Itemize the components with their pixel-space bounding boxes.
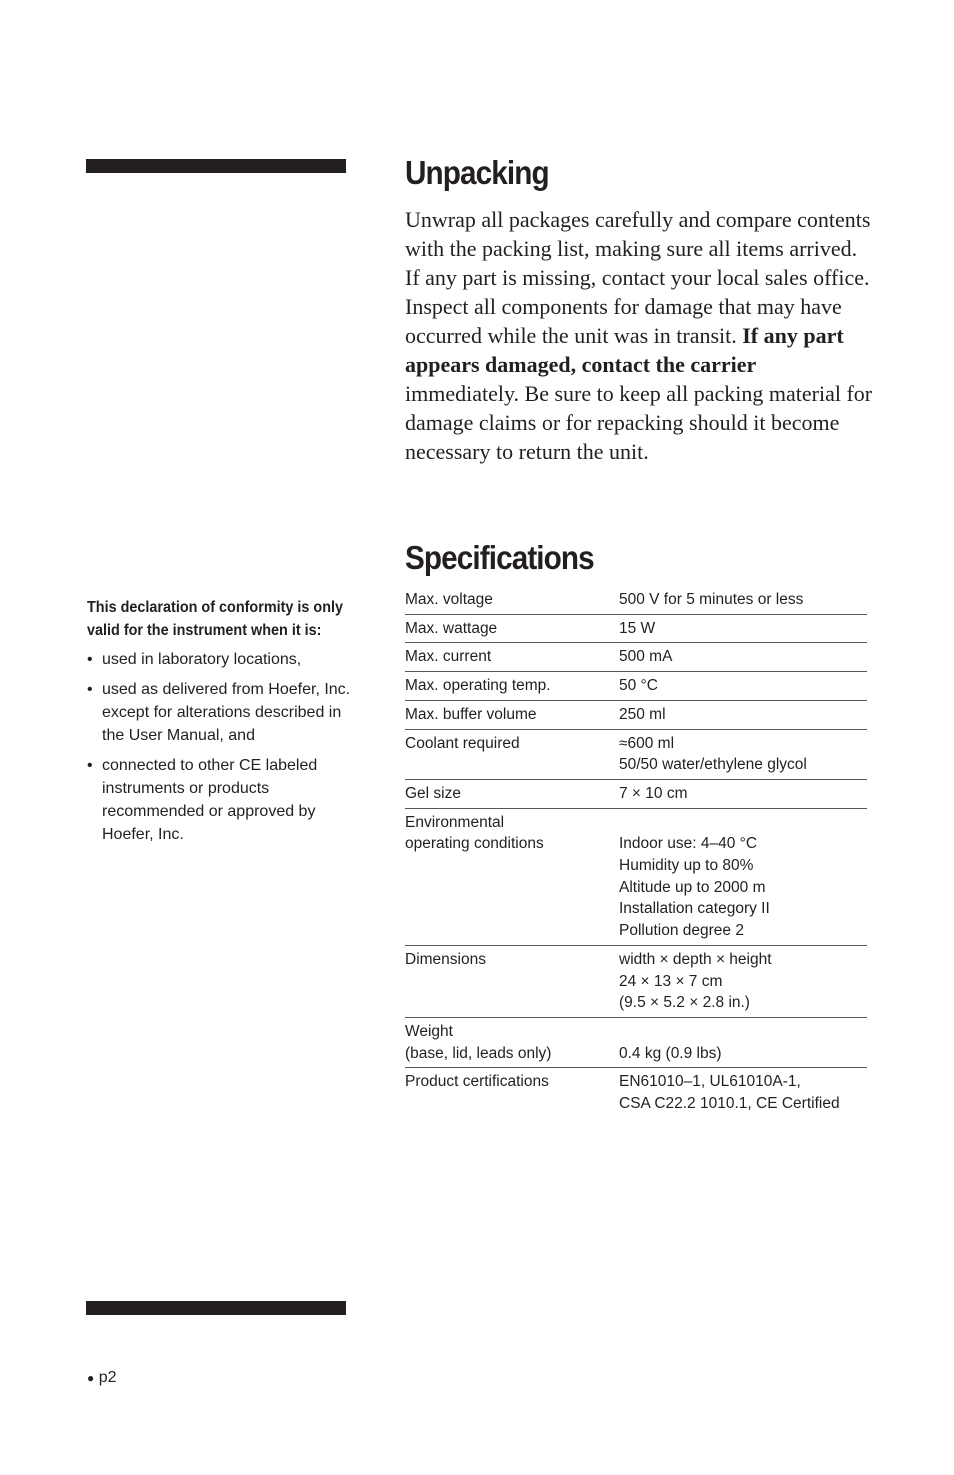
spec-value-cell (619, 614, 867, 643)
spec-label-cell (405, 808, 619, 945)
spec-label: Environmental (405, 813, 505, 831)
spec-value: 500 V for 5 minutes or less (619, 591, 804, 608)
unpacking-text-outro: immediately. Be sure to keep all packing material for damage claims or for repacking should it become necessary to return the unit. (405, 381, 873, 464)
spec-label: Max. operating temp. (405, 677, 551, 695)
spec-label-cell (405, 779, 619, 808)
bullet-icon: • (87, 681, 93, 698)
spec-label: Dimensions (405, 950, 486, 968)
spec-value-cell (619, 779, 867, 808)
declaration-item-text: used in laboratory locations, (102, 651, 302, 668)
spec-label: Max. current (405, 648, 492, 666)
page-marker-icon: ● (87, 1371, 95, 1385)
spec-label-cell (405, 643, 619, 672)
spec-value: 0.4 kg (0.9 lbs) (619, 1044, 722, 1062)
spec-label: Coolant required (405, 734, 520, 752)
declaration-title: This declaration of conformity is only valid for the instrument when it is: (87, 599, 344, 639)
spec-label-cell (405, 589, 619, 614)
spec-value: 50 °C (619, 677, 658, 695)
spec-label-cell (405, 614, 619, 643)
specifications-table-body (405, 589, 867, 1118)
spec-label: Max. buffer volume (405, 705, 537, 723)
spec-value: 24 × 13 × 7 cm (619, 972, 723, 990)
specifications-table (405, 589, 867, 1118)
spec-value: 250 ml (619, 705, 666, 723)
spec-label: Weight (405, 1022, 453, 1040)
spec-value: CSA C22.2 1010.1, CE Certified (619, 1095, 840, 1113)
spec-value: Pollution degree 2 (619, 922, 744, 940)
spec-value-cell (619, 1017, 867, 1067)
bullet-icon: • (87, 651, 93, 668)
declaration-list (87, 648, 352, 846)
declaration-item (87, 754, 352, 846)
spec-value: Installation category II (619, 900, 770, 918)
bottom-divider-bar (86, 1301, 346, 1315)
spec-label: (base, lid, leads only) (405, 1044, 552, 1062)
spec-value-cell (619, 672, 867, 701)
spec-row (405, 700, 867, 729)
spec-row (405, 672, 867, 701)
spec-label-cell (405, 945, 619, 1017)
spec-value-cell (619, 945, 867, 1017)
spec-row (405, 1068, 867, 1118)
specifications-heading: Specifications (405, 539, 594, 576)
spec-value: 7 × 10 cm (619, 784, 688, 802)
spec-value: Altitude up to 2000 m (619, 878, 766, 896)
top-divider-bar (86, 159, 346, 173)
spec-label: Gel size (405, 784, 461, 802)
spec-value: Indoor use: 4–40 °C (619, 835, 758, 853)
bullet-icon: • (87, 757, 93, 774)
spec-value-cell (619, 808, 867, 945)
spec-value (619, 1021, 867, 1043)
spec-row (405, 614, 867, 643)
page-number (87, 1368, 117, 1388)
spec-value: 50/50 water/ethylene glycol (619, 756, 807, 774)
declaration-item-text: used as delivered from Hoefer, Inc. except for alterations described in the User Manual, and (102, 681, 351, 744)
spec-value: EN61010–1, UL61010A-1, (619, 1073, 801, 1091)
spec-row (405, 589, 867, 614)
spec-value-cell (619, 729, 867, 779)
spec-row (405, 779, 867, 808)
spec-value (619, 812, 867, 834)
spec-label-cell (405, 1017, 619, 1067)
spec-label: Max. wattage (405, 619, 498, 637)
spec-row (405, 643, 867, 672)
spec-value: Humidity up to 80% (619, 857, 754, 875)
declaration-item-text: connected to other CE labeled instruments or products recommended or approved by Hoefer, Inc. (102, 757, 318, 843)
declaration-item (87, 678, 352, 747)
declaration-of-conformity (87, 596, 352, 853)
spec-label-cell (405, 672, 619, 701)
declaration-item (87, 648, 352, 671)
spec-label: operating conditions (405, 835, 544, 853)
spec-value: ≈600 ml (619, 734, 675, 752)
spec-value: 15 W (619, 619, 656, 637)
spec-value-cell (619, 589, 867, 614)
spec-value: width × depth × height (619, 950, 772, 968)
spec-value: (9.5 × 5.2 × 2.8 in.) (619, 994, 750, 1012)
spec-value-cell (619, 643, 867, 672)
spec-label-cell (405, 729, 619, 779)
spec-label: Product certifications (405, 1073, 549, 1091)
spec-label-cell (405, 700, 619, 729)
unpacking-paragraph (405, 205, 875, 466)
unpacking-text-bold: If any part appears damaged, contact the carrier (405, 323, 844, 377)
spec-label: Max. voltage (405, 591, 493, 608)
spec-value: 500 mA (619, 648, 673, 666)
spec-row (405, 729, 867, 779)
spec-value-cell (619, 1068, 867, 1118)
spec-row (405, 808, 867, 945)
page-label: p2 (98, 1369, 117, 1387)
spec-row (405, 945, 867, 1017)
spec-value-cell (619, 700, 867, 729)
spec-row (405, 1017, 867, 1067)
unpacking-heading: Unpacking (405, 154, 549, 191)
unpacking-text-intro: Unwrap all packages carefully and compare contents with the packing list, making sure all items arrived. If any part is missing, contact your local sales office. Inspect all components for damage that may have occurred while the unit was in transit. (405, 207, 871, 348)
spec-label-cell (405, 1068, 619, 1118)
